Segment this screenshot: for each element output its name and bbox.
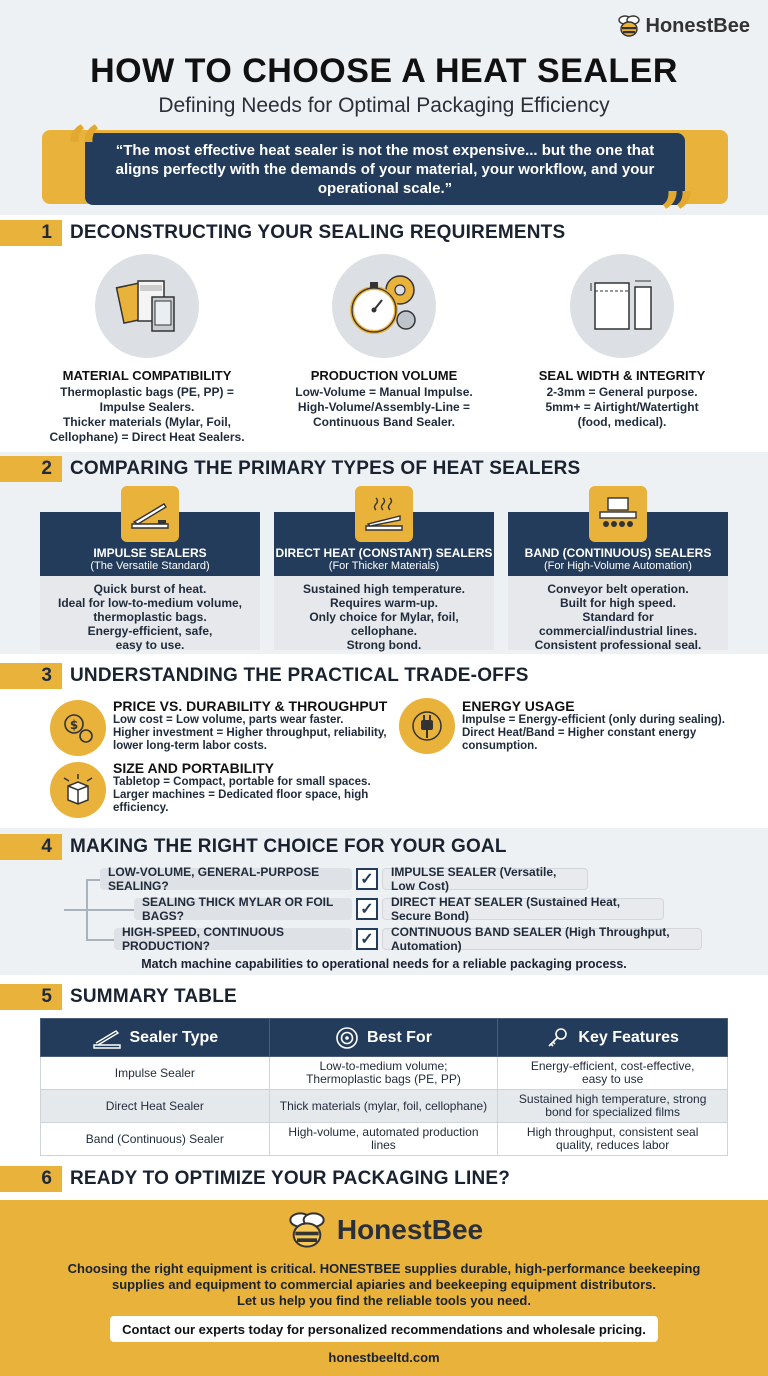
open-quote-icon: “ <box>66 112 102 185</box>
section-number: 4 <box>0 834 62 860</box>
requirement-material <box>37 254 257 445</box>
table-row <box>41 1090 728 1123</box>
table-cell: Direct Heat Sealer <box>41 1090 270 1123</box>
table-cell: High-volume, automated production lines <box>269 1123 498 1156</box>
decision-answer: IMPULSE SEALER (Versatile, Low Cost) <box>382 868 588 890</box>
requirement-body: 2-3mm = General purpose. 5mm+ = Airtight/Watertight (food, medical). <box>545 385 699 429</box>
requirement-body: Thermoplastic bags (PE, PP) = Impulse Sealers. Thicker materials (Mylar, Foil, Cellophane) = Direct Heat Sealers. <box>49 385 245 444</box>
decision-question: LOW-VOLUME, GENERAL-PURPOSE SEALING? <box>100 868 352 890</box>
section-2-header <box>0 455 768 483</box>
sealer-card-title: BAND (CONTINUOUS) SEALERS <box>524 546 712 560</box>
bee-icon <box>616 14 642 38</box>
bee-icon <box>285 1210 329 1250</box>
section-5-header <box>0 983 768 1011</box>
tradeoff-body: Tabletop = Compact, portable for small spaces. Larger machines = Dedicated floor space, high efficiency. <box>113 776 371 814</box>
requirement-heading: PRODUCTION VOLUME <box>310 368 458 383</box>
sealer-card-subtitle: (The Versatile Standard) <box>90 560 210 572</box>
power-plug-icon <box>399 698 455 754</box>
tradeoff-heading: SIZE AND PORTABILITY <box>113 760 274 776</box>
direct-heat-sealer-icon <box>355 486 413 542</box>
brand-logo-top <box>616 14 750 38</box>
close-quote-icon: ” <box>660 178 696 251</box>
tradeoff-heading: ENERGY USAGE <box>462 698 575 714</box>
section-title: COMPARING THE PRIMARY TYPES OF HEAT SEALERS <box>70 458 581 479</box>
check-icon: ✓ <box>356 898 378 920</box>
table-cell: Sustained high temperature, strong bond for specialized films <box>498 1090 728 1123</box>
footer-brand <box>0 1210 768 1250</box>
section-title: UNDERSTANDING THE PRACTICAL TRADE-OFFS <box>70 665 529 686</box>
sealer-card-body: Sustained high temperature. Requires warm-up. Only choice for Mylar, foil, cellophane. Strong bond. <box>302 582 466 652</box>
requirement-heading: SEAL WIDTH & INTEGRITY <box>538 368 706 383</box>
decision-question: HIGH-SPEED, CONTINUOUS PRODUCTION? <box>114 928 352 950</box>
table-header-row <box>41 1019 728 1057</box>
section-number: 5 <box>0 984 62 1010</box>
tradeoff-price <box>113 698 403 753</box>
column-header: Sealer Type <box>41 1019 270 1057</box>
footer-brand-name: HonestBee <box>336 1214 484 1245</box>
requirement-seal-width <box>512 254 732 430</box>
website-link[interactable]: honestbeeltd.com <box>328 1350 440 1365</box>
tradeoff-energy <box>462 698 752 753</box>
tradeoff-size <box>113 760 403 815</box>
check-icon: ✓ <box>356 928 378 950</box>
table-row <box>41 1123 728 1156</box>
section-number: 6 <box>0 1166 62 1192</box>
decision-connector <box>64 909 134 911</box>
section-6-header <box>0 1165 768 1193</box>
section-title: DECONSTRUCTING YOUR SEALING REQUIREMENTS <box>70 222 566 243</box>
sealer-card-title: DIRECT HEAT (CONSTANT) SEALERS <box>275 546 493 560</box>
decision-answer: CONTINUOUS BAND SEALER (High Throughput, Automation) <box>382 928 702 950</box>
decision-connector <box>86 939 114 941</box>
tradeoff-heading: PRICE VS. DURABILITY & THROUGHPUT <box>113 698 388 714</box>
quote-text: “The most effective heat sealer is not the most expensive... but the one that aligns perfectly with the demands of your material, your workflow, and your operational scale.” <box>85 133 685 205</box>
tradeoff-body: Impulse = Energy-efficient (only during sealing). Direct Heat/Band = Higher constant energy consumption. <box>462 714 725 752</box>
section-title: READY TO OPTIMIZE YOUR PACKAGING LINE? <box>70 1168 511 1189</box>
key-icon <box>546 1026 570 1050</box>
section-number: 2 <box>0 456 62 482</box>
impulse-sealer-icon <box>121 486 179 542</box>
seal-width-icon <box>570 254 674 358</box>
table-cell: Thick materials (mylar, foil, cellophane) <box>269 1090 498 1123</box>
brand-name-top: HonestBee <box>645 14 750 37</box>
section-title: MAKING THE RIGHT CHOICE FOR YOUR GOAL <box>70 836 507 857</box>
summary-table <box>40 1018 728 1156</box>
section-number: 3 <box>0 663 62 689</box>
sealer-icon <box>92 1027 122 1049</box>
table-row <box>41 1057 728 1090</box>
section-number: 1 <box>0 220 62 246</box>
sealer-card-subtitle: (For High-Volume Automation) <box>544 560 692 572</box>
tradeoff-body: Low cost = Low volume, parts wear faster. Higher investment = Higher throughput, reliability, lower long-term labor costs. <box>113 714 387 752</box>
table-cell: Low-to-medium volume; Thermoplastic bags (PE, PP) <box>269 1057 498 1090</box>
requirement-heading: MATERIAL COMPATIBILITY <box>62 368 232 383</box>
table-cell: Impulse Sealer <box>41 1057 270 1090</box>
table-cell: Energy-efficient, cost-effective, easy to use <box>498 1057 728 1090</box>
sealer-card-body: Quick burst of heat. Ideal for low-to-medium volume, thermoplastic bags. Energy-efficient, safe, easy to use. <box>57 582 242 652</box>
decision-connector <box>86 879 100 881</box>
section-3-header <box>0 662 768 690</box>
box-expand-icon <box>50 762 106 818</box>
footer-description: Choosing the right equipment is critical. HONESTBEE supplies durable, high-performance beekeeping supplies and equipment to commercial apiaries and beekeeping equipment distributors. Let us help you find the reliable tools you need. <box>67 1261 701 1308</box>
table-cell: Band (Continuous) Sealer <box>41 1123 270 1156</box>
page-subtitle: Defining Needs for Optimal Packaging Efficiency <box>158 94 610 117</box>
contact-cta[interactable]: Contact our experts today for personalized recommendations and wholesale pricing. <box>110 1316 658 1342</box>
requirement-body: Low-Volume = Manual Impulse. High-Volume/Assembly-Line = Continuous Band Sealer. <box>295 385 473 429</box>
page-title: HOW TO CHOOSE A HEAT SEALER <box>90 52 678 90</box>
section-4-header <box>0 833 768 861</box>
decision-question: SEALING THICK MYLAR OR FOIL BAGS? <box>134 898 352 920</box>
cost-gears-icon <box>50 700 106 756</box>
check-icon: ✓ <box>356 868 378 890</box>
section-1-header <box>0 219 768 247</box>
table-cell: High throughput, consistent seal quality, reduces labor <box>498 1123 728 1156</box>
bags-icon <box>95 254 199 358</box>
decision-answer: DIRECT HEAT SEALER (Sustained Heat, Secure Bond) <box>382 898 664 920</box>
requirement-volume <box>274 254 494 430</box>
sealer-card-body: Conveyor belt operation. Built for high speed. Standard for commercial/industrial lines. Consistent professional seal. <box>534 582 702 652</box>
sealer-card-title: IMPULSE SEALERS <box>93 546 207 560</box>
decision-note: Match machine capabilities to operational needs for a reliable packaging process. <box>141 957 627 971</box>
column-header: Best For <box>269 1019 498 1057</box>
band-sealer-icon <box>589 486 647 542</box>
column-header: Key Features <box>498 1019 728 1057</box>
target-icon <box>335 1026 359 1050</box>
sealer-card-subtitle: (For Thicker Materials) <box>328 560 440 572</box>
section-title: SUMMARY TABLE <box>70 986 237 1007</box>
svg-text:$: $ <box>69 718 79 732</box>
stopwatch-gears-icon <box>332 254 436 358</box>
